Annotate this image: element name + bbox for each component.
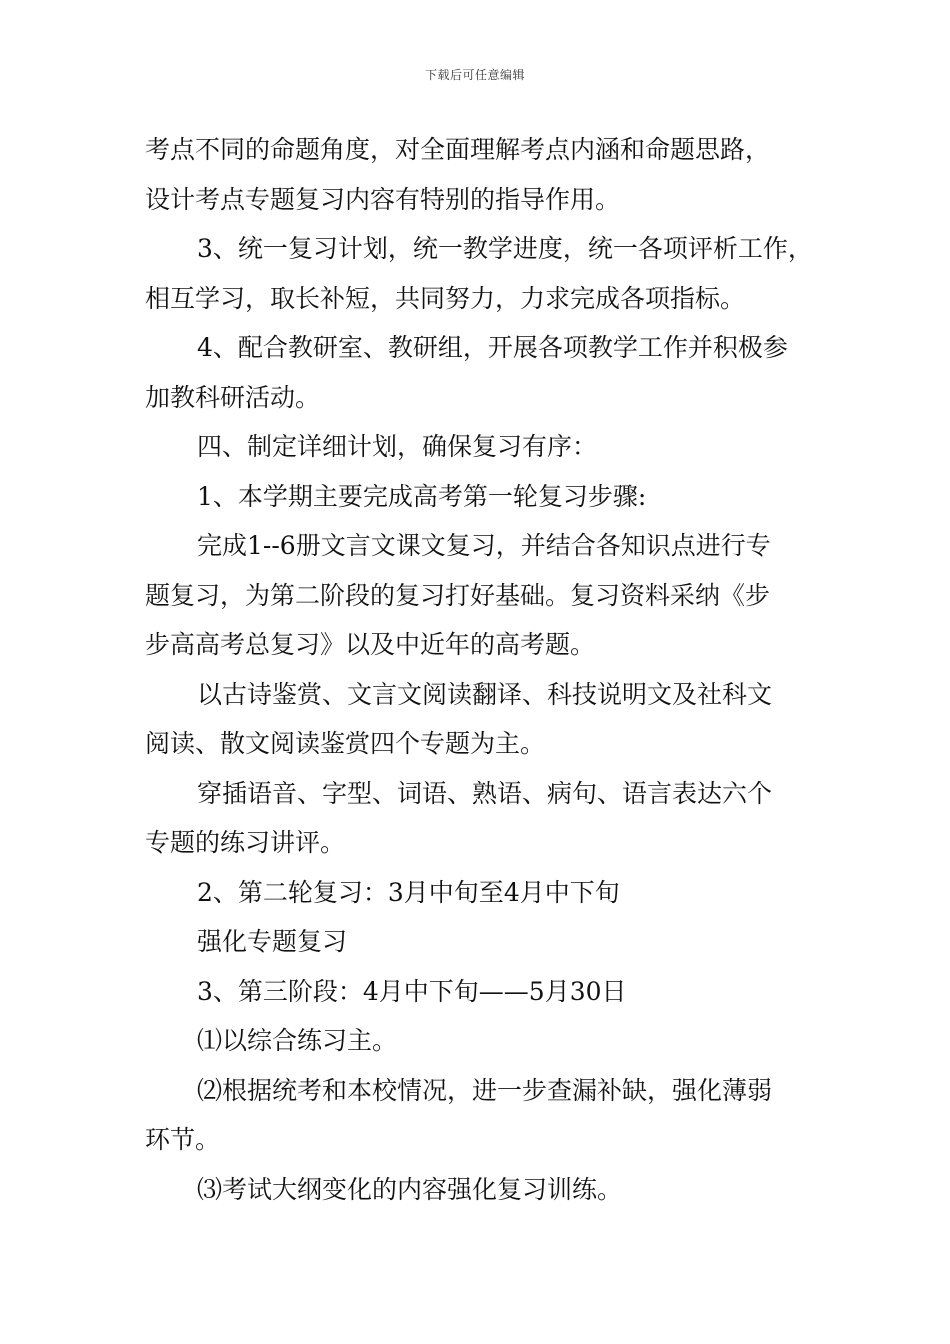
text-line: 1、本学期主要完成高考第一轮复习步骤:: [197, 481, 647, 511]
text-line: 4、配合教研室、教研组，开展各项教学工作并积极参: [197, 333, 788, 362]
document-body: [145, 125, 825, 1214]
text-line: ⑵根据统考和本校情况，进一步查漏补缺，强化薄弱: [197, 1075, 773, 1105]
text-line: 3、第三阶段：4月中下旬——5月30日: [197, 976, 627, 1006]
text-line: 加教科研活动。: [145, 382, 321, 412]
text-line: 强化专题复习: [197, 927, 348, 956]
text-line: 考点不同的命题角度，对全面理解考点内涵和命题思路，: [145, 135, 771, 164]
text-line: 步高高考总复习》以及中近年的高考题。: [145, 630, 596, 659]
text-line: 专题的练习讲评。: [145, 828, 346, 857]
text-line: ⑴以综合练习主。: [197, 1026, 398, 1055]
text-line: 2、第二轮复习：3月中旬至4月中下旬: [197, 877, 620, 907]
text-line: 完成1--6册文言文课文复习，并结合各知识点进行专: [197, 531, 771, 560]
page-header: 下载后可任意编辑: [424, 68, 525, 82]
text-line: 阅读、散文阅读鉴赏四个专题为主。: [145, 729, 546, 758]
text-line: 环节。: [145, 1125, 221, 1154]
text-line: 3、统一复习计划，统一教学进度，统一各项评析工作，: [197, 234, 813, 263]
text-line: 穿插语音、字型、词语、熟语、病句、语言表达六个: [197, 778, 773, 808]
text-line: 以古诗鉴赏、文言文阅读翻译、科技说明文及社科文: [197, 679, 773, 709]
text-line: 相互学习，取长补短，共同努力，力求完成各项指标。: [145, 283, 746, 313]
text-line: 题复习，为第二阶段的复习打好基础。复习资料采纳《步: [145, 580, 771, 610]
text-line: 设计考点专题复习内容有特别的指导作用。: [145, 184, 621, 214]
text-line: ⑶考试大纲变化的内容强化复习训练。: [197, 1174, 623, 1204]
section-heading: 四、制定详细计划，确保复习有序：: [197, 432, 598, 461]
